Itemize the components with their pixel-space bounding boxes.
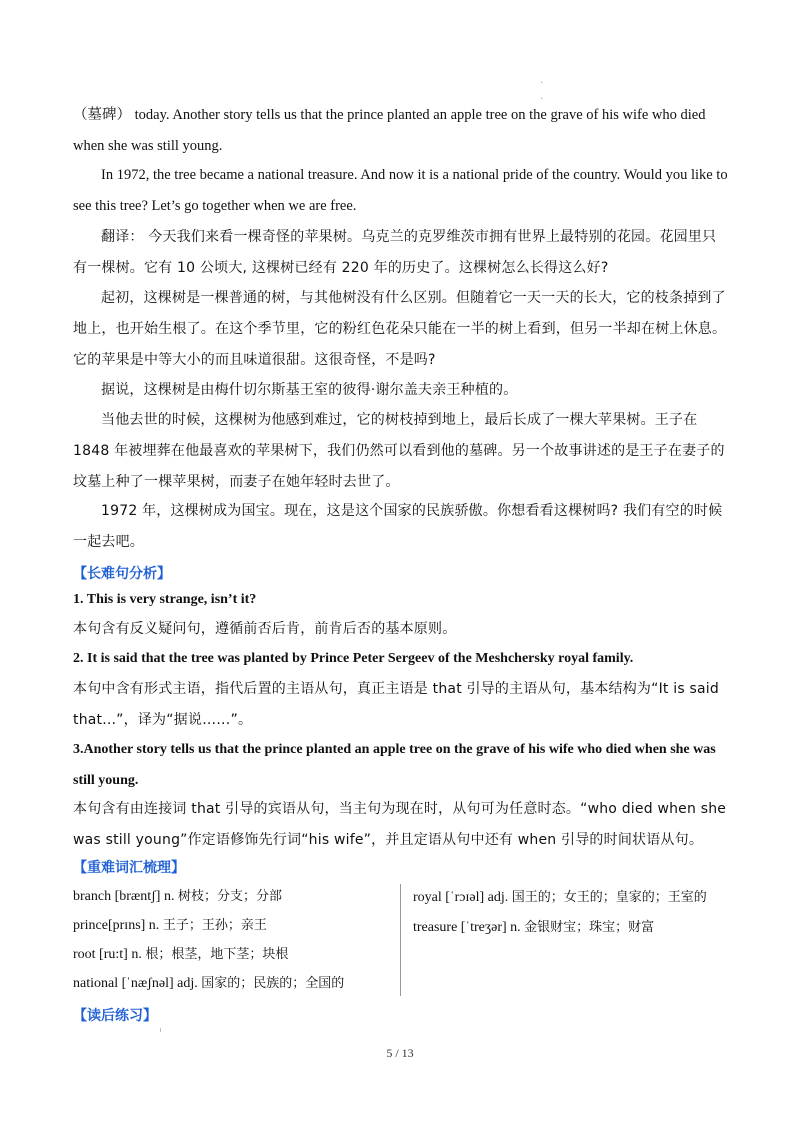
vocab-item: royal [ˈrɔɪəl] adj. 国王的；女王的；皇家的；王室的	[413, 890, 707, 905]
paragraph-translation-4: 当他去世的时候，这棵树为他感到难过，它的树枝掉到地上，最后长成了一棵大苹果树。王子在 1848 年被埋葬在他最喜欢的苹果树下，我们仍然可以看到他的墓碑。另一个故事讲述的是王子在妻子的坟墓上种了一棵苹果树，而妻子在她年轻时去世了。	[73, 412, 725, 490]
vocab-item: treasure [ˈtreʒər] n. 金银财宝；珠宝；财富	[413, 920, 655, 935]
vocab-column-right	[413, 882, 733, 942]
page-number: 5 / 13	[386, 1046, 414, 1060]
explanation-2: 本句中含有形式主语，指代后置的主语从句，真正主语是 that 引导的主语从句，基本结构为“It is said that...”，译为“据说……”。	[73, 681, 719, 728]
explanation-1: 本句含有反义疑问句，遵循前否后肯，前肯后否的基本原则。	[73, 621, 457, 637]
vocab-item: national [ˈnæʃnəl] adj. 国家的；民族的；全国的	[73, 976, 345, 991]
vocab-item: branch [bræntʃ] n. 树枝；分支；分部	[73, 889, 282, 904]
vocab-column-left	[73, 882, 393, 998]
paragraph-translation-5: 1972 年，这棵树成为国宝。现在，这是这个国家的民族骄傲。你想看看这棵树吗? 我们有空的时候一起去吧。	[73, 503, 723, 550]
sentence-3: 3.Another story tells us that the prince planted an apple tree on the grave of his wife who died when she was still young.	[73, 742, 716, 788]
sentence-1: 1. This is very strange, isn’t it?	[73, 592, 257, 607]
paragraph-english-1: （墓碑） today. Another story tells us that the prince planted an apple tree on the grave of his wife who died when she was still young.	[73, 107, 706, 154]
margin-mark	[160, 1028, 161, 1032]
margin-dots: · ·	[540, 78, 544, 105]
section-heading-exercise: 【读后练习】	[73, 1008, 157, 1024]
paragraph-translation-3: 据说，这棵树是由梅什切尔斯基王室的彼得·谢尔盖夫亲王种植的。	[101, 382, 518, 398]
sentence-2: 2. It is said that the tree was planted by Prince Peter Sergeev of the Meshchersky royal family.	[73, 651, 634, 666]
paragraph-translation-1: 翻译： 今天我们来看一棵奇怪的苹果树。乌克兰的克罗维茨市拥有世界上最特别的花园。花园里只有一棵树。它有 10 公顷大, 这棵树已经有 220 年的历史了。这棵树怎么长得这么好?	[73, 229, 717, 276]
paragraph-translation-2: 起初，这棵树是一棵普通的树，与其他树没有什么区别。但随着它一天一天的长大，它的枝条掉到了地上，也开始生根了。在这个季节里，它的粉红色花朵只能在一半的树上看到，但另一半却在树上休息。它的苹果是中等大小的而且味道很甜。这很奇怪，不是吗?	[73, 290, 727, 368]
paragraph-english-2: In 1972, the tree became a national treasure. And now it is a national pride of the country. Would you like to see this tree? Let’s go together when we are free.	[73, 167, 728, 214]
column-divider	[400, 884, 401, 996]
vocab-item: root [ru:t] n. 根；根茎，地下茎；块根	[73, 947, 289, 962]
vocab-item: prince[prɪns] n. 王子；王孙；亲王	[73, 918, 267, 933]
explanation-3: 本句含有由连接词 that 引导的宾语从句，当主句为现在时，从句可为任意时态。“who died when she was still young”作定语修饰先行词“his wife”，并且定语从句中还有 when 引导的时间状语从句。	[73, 801, 727, 848]
section-heading-analysis: 【长难句分析】	[73, 566, 171, 582]
section-heading-vocab: 【重难词汇梳理】	[73, 860, 185, 876]
